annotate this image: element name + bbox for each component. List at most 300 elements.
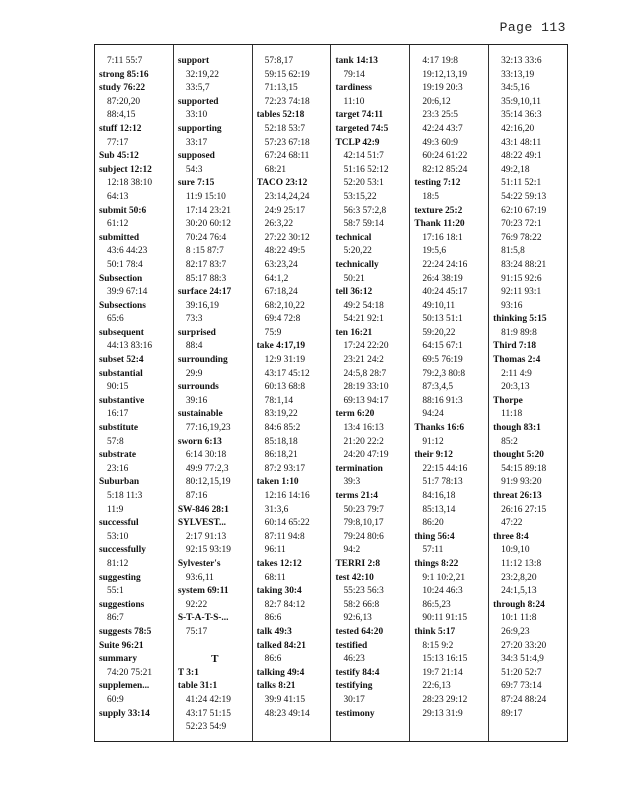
index-entry-reference: 70:24 76:4	[185, 232, 227, 243]
index-entry-reference: 39:9 67:14	[107, 287, 148, 298]
index-entry-term: supported	[177, 96, 219, 107]
index-entry-reference: 56:3 57:2,8	[343, 205, 387, 216]
index-entry-reference: 46:23	[343, 654, 365, 665]
index-entry-term: subsequent	[99, 327, 144, 338]
index-entry-term: targeted 74:5	[335, 123, 389, 134]
index-entry-reference: 54:22 59:13	[501, 191, 547, 202]
index-entry-reference: 42:24 43:7	[422, 123, 463, 134]
index-entry-term: sustainable	[177, 409, 223, 420]
index-entry-reference: 39:16,19	[185, 300, 219, 311]
index-entry-term: subject 12:12	[99, 164, 152, 175]
index-entry-reference: 58:2 66:8	[343, 599, 380, 610]
index-entry-term: surrounding	[177, 355, 228, 366]
index-entry-reference: 87:11 94:8	[264, 531, 305, 542]
index-entry-reference: 69:13 94:17	[343, 395, 389, 406]
index-entry-reference: 6:14 30:18	[185, 450, 227, 461]
index-entry-reference: 51:16 52:12	[343, 164, 389, 175]
index-entry-term: suggesting	[99, 572, 141, 583]
index-entry-reference: 92:6,13	[343, 613, 372, 624]
index-entry-reference: 70:23 72:1	[501, 219, 542, 230]
index-entry-reference: 49:10,11	[422, 300, 456, 311]
index-entry-reference: 2:17 91:13	[185, 531, 227, 542]
index-entry-term: things 8:22	[414, 558, 459, 569]
index-entry-reference: 23:3 25:5	[422, 110, 458, 121]
index-entry-term: talked 84:21	[256, 640, 306, 651]
index-entry-reference: 19:5,6	[422, 246, 447, 257]
index-entry-reference: 54:21 92:1	[343, 314, 384, 325]
index-entry-reference: 60:9	[107, 694, 124, 705]
index-entry-term: surface 24:17	[177, 287, 232, 298]
index-entry-reference: 35:14 36:3	[501, 110, 542, 121]
index-entry-term: Thanks 16:6	[414, 423, 465, 434]
index-entry-term: substantive	[99, 395, 145, 406]
index-entry-term: support	[177, 56, 210, 66]
index-entry-reference: 22:24 24:16	[422, 259, 468, 270]
index-entry-term: successful	[99, 518, 139, 529]
index-entry-reference: 80:12,15,19	[185, 477, 231, 488]
index-entry-term: testing 7:12	[414, 178, 461, 189]
index-entry-reference: 23:14,24,24	[264, 191, 310, 202]
index-entry-reference: 59:20,22	[422, 327, 456, 338]
index-entry-reference: 84:16,18	[422, 491, 456, 501]
index-entry-term: talks 8:21	[256, 681, 296, 692]
index-entry-reference: 49:2,18	[501, 164, 530, 175]
index-entry-reference: 10:24 46:3	[422, 586, 463, 597]
index-entry-reference: 33:10	[185, 110, 208, 121]
index-entry-reference: 87:24 88:24	[501, 694, 547, 705]
index-entry-reference: 19:7 21:14	[422, 667, 463, 678]
index-entry-reference: 94:24	[422, 409, 444, 420]
index-entry-reference: 48:22 49:1	[501, 151, 542, 162]
page-number-header: Page 113	[499, 20, 566, 35]
index-entry-reference: 39:3	[343, 477, 361, 488]
index-entry-reference: 88:4,15	[107, 110, 136, 121]
index-entry-reference: 12:9 31:19	[264, 355, 306, 366]
index-entry-reference: 40:24 45:17	[422, 287, 468, 298]
index-entry-term: successfully	[99, 545, 146, 556]
index-entry-term: testimony	[335, 708, 375, 719]
index-entry-term: tables 52:18	[256, 110, 305, 121]
index-entry-reference: 91:15 92:6	[501, 273, 542, 284]
index-entry-term: supposed	[177, 151, 215, 162]
index-entry-reference: 57:11	[422, 545, 444, 556]
index-entry-term: TERRI 2:8	[335, 558, 381, 569]
index-entry-term: thinking 5:15	[493, 314, 547, 325]
index-entry-reference: 50:23 79:7	[343, 504, 384, 515]
index-entry-reference: 60:24 61:22	[422, 151, 468, 162]
index-entry-reference: 42:14 51:7	[343, 151, 384, 162]
index-entry-term: SYLVEST...	[177, 518, 227, 529]
index-entry-term: Third 7:18	[493, 341, 537, 352]
index-entry-term: Thank 11:20	[414, 219, 465, 230]
index-entry-reference: 55:23 56:3	[343, 586, 384, 597]
index-entry-reference: 91:9 93:20	[501, 477, 542, 488]
index-entry-term: though 83:1	[493, 423, 541, 434]
index-entry-reference: 19:19 20:3	[422, 83, 463, 94]
index-entry-reference: 43:6 44:23	[107, 246, 148, 257]
index-entry-reference: 55:1	[107, 586, 124, 597]
index-entry-term: Sylvester's	[177, 558, 221, 569]
index-entry-reference: 29:9	[185, 368, 203, 379]
index-entry-reference: 58:7 59:14	[343, 219, 384, 230]
index-entry-reference: 48:22 49:5	[264, 246, 306, 257]
index-entry-reference: 23:16	[107, 463, 129, 474]
index-entry-reference: 42:16,20	[501, 123, 535, 134]
index-entry-term: study 76:22	[99, 83, 146, 94]
index-entry-reference: 20:6,12	[422, 96, 451, 107]
word-index-table	[94, 44, 568, 742]
index-entry-reference: 67:24 68:11	[264, 151, 310, 162]
index-entry-reference: 51:7 78:13	[422, 477, 463, 488]
index-entry-reference: 79:8,10,17	[343, 518, 384, 529]
index-entry-reference: 83:19,22	[264, 409, 298, 420]
index-entry-term: takes 12:12	[256, 558, 302, 569]
index-entry-reference: 53:10	[107, 531, 129, 542]
index-column-4	[331, 45, 410, 741]
index-entry-term: Thomas 2:4	[493, 355, 541, 366]
index-entry-reference: 39:16	[185, 395, 208, 406]
index-entry-reference: 91:12	[422, 436, 444, 447]
index-entry-reference: 90:11 91:15	[422, 613, 468, 624]
index-entry-reference: 75:17	[185, 626, 208, 637]
index-entry-reference: 34:5,16	[501, 83, 530, 94]
index-entry-term: Sub 45:12	[99, 151, 139, 162]
index-entry-term: stuff 12:12	[99, 123, 142, 134]
index-entry-reference: 16:17	[107, 409, 129, 420]
index-entry-reference: 4:17 19:8	[422, 56, 458, 66]
index-entry-reference: 64:13	[107, 191, 129, 202]
index-entry-reference: 35:9,10,11	[501, 96, 541, 107]
index-entry-reference: 72:23 74:18	[264, 96, 310, 107]
index-entry-reference: 69:4 72:8	[264, 314, 301, 325]
index-entry-reference: 86:5,23	[422, 599, 451, 610]
section-letter-heading: T	[211, 653, 219, 666]
index-entry-reference: 86:18,21	[264, 450, 298, 461]
index-entry-reference: 30:20 60:12	[185, 219, 231, 230]
index-entry-term: substrate	[99, 450, 136, 461]
index-entry-term: submit 50:6	[99, 205, 147, 216]
index-entry-reference: 94:2	[343, 545, 361, 556]
index-entry-reference: 43:17 51:15	[185, 708, 231, 719]
index-entry-term: talking 49:4	[256, 667, 305, 678]
index-entry-reference: 87:16	[185, 491, 208, 501]
index-entry-reference: 11:9	[107, 504, 124, 515]
index-entry-term: technical	[335, 232, 372, 243]
index-entry-term: through 8:24	[493, 599, 545, 610]
index-entry-reference: 22:6,13	[422, 681, 451, 692]
index-entry-reference: 82:12 85:24	[422, 164, 468, 175]
index-entry-term: Suite 96:21	[99, 640, 144, 651]
index-entry-reference: 23:21 24:2	[343, 355, 384, 366]
index-entry-term: supply 33:14	[99, 708, 150, 719]
index-entry-term: TCLP 42:9	[335, 137, 380, 148]
index-entry-term: testifying	[335, 681, 373, 692]
index-entry-term: ten 16:21	[335, 327, 373, 338]
index-entry-reference: 82:7 84:12	[264, 599, 306, 610]
index-entry-reference: 88:4	[185, 341, 203, 352]
index-entry-term: SW-846 28:1	[177, 504, 229, 515]
index-entry-term: supporting	[177, 123, 222, 134]
index-entry-reference: 85:18,18	[264, 436, 298, 447]
index-entry-term: system 69:11	[177, 586, 229, 597]
index-entry-reference: 15:13 16:15	[422, 654, 468, 665]
index-entry-term: table 31:1	[177, 681, 218, 692]
index-entry-reference: 54:15 89:18	[501, 463, 547, 474]
index-entry-reference: 92:15 93:19	[185, 545, 231, 556]
index-entry-term: testify 84:4	[335, 667, 380, 678]
index-entry-reference: 92:11 93:1	[501, 287, 542, 298]
index-entry-reference: 84:6 85:2	[264, 423, 301, 434]
index-entry-reference: 28:19 33:10	[343, 382, 389, 393]
index-entry-term: Subsection	[99, 273, 143, 284]
index-entry-reference: 88:16 91:3	[422, 395, 463, 406]
index-entry-reference: 18:5	[422, 191, 439, 202]
index-entry-reference: 32:13 33:6	[501, 56, 542, 66]
index-entry-term: think 5:17	[414, 626, 456, 637]
index-entry-reference: 49:2 54:18	[343, 300, 384, 311]
index-entry-reference: 81:5,8	[501, 246, 525, 257]
index-entry-term: S-T-A-T-S-...	[177, 613, 229, 624]
index-entry-reference: 17:16 18:1	[422, 232, 463, 243]
index-entry-term: target 74:11	[335, 110, 384, 121]
index-entry-reference: 24:1,5,13	[501, 586, 537, 597]
index-entry-reference: 79:24 80:6	[343, 531, 384, 542]
index-entry-term: texture 25:2	[414, 205, 463, 216]
index-entry-term: substitute	[99, 423, 139, 434]
index-entry-reference: 20:3,13	[501, 382, 530, 393]
index-entry-reference: 52:20 53:1	[343, 178, 384, 189]
index-entry-reference: 17:14 23:21	[185, 205, 231, 216]
index-entry-term: suggestions	[99, 599, 145, 610]
index-entry-reference: 22:15 44:16	[422, 463, 468, 474]
index-entry-reference: 12:16 14:16	[264, 491, 310, 501]
index-entry-reference: 11:12 13:8	[501, 558, 542, 569]
index-entry-reference: 53:15,22	[343, 191, 377, 202]
index-entry-reference: 43:17 45:12	[264, 368, 310, 379]
index-entry-term: submitted	[99, 232, 140, 243]
index-entry-term: subset 52:4	[99, 355, 144, 366]
index-entry-term: summary	[99, 654, 138, 665]
index-entry-reference: 21:20 22:2	[343, 436, 384, 447]
index-entry-term: tank 14:13	[335, 56, 378, 66]
index-entry-reference: 85:13,14	[422, 504, 456, 515]
index-entry-term: sworn 6:13	[177, 436, 222, 447]
index-entry-reference: 85:2	[501, 436, 518, 447]
index-entry-term: Thorpe	[493, 395, 523, 406]
index-entry-reference: 57:8	[107, 436, 124, 447]
index-column-6	[489, 45, 567, 741]
index-entry-reference: 93:16	[501, 300, 523, 311]
index-entry-reference: 19:12,13,19	[422, 69, 468, 80]
index-entry-reference: 67:18,24	[264, 287, 298, 298]
index-entry-reference: 24:5,8 28:7	[343, 368, 387, 379]
index-entry-reference: 77:16,19,23	[185, 423, 231, 434]
index-entry-term: Subsections	[99, 300, 146, 311]
index-entry-reference: 33:5,7	[185, 83, 210, 94]
index-entry-reference: 48:23 49:14	[264, 708, 310, 719]
index-entry-reference: 13:4 16:13	[343, 423, 384, 434]
index-entry-reference: 86:20	[422, 518, 444, 529]
index-entry-reference: 69:7 73:14	[501, 681, 542, 692]
index-entry-reference: 65:6	[107, 314, 124, 325]
index-entry-reference: 85:17 88:3	[185, 273, 227, 284]
index-entry-reference: 11:18	[501, 409, 523, 420]
index-column-3	[253, 45, 332, 741]
index-entry-reference: 92:22	[185, 599, 208, 610]
index-entry-reference: 77:17	[107, 137, 129, 148]
index-entry-term: three 8:4	[493, 531, 529, 542]
index-entry-reference: 29:13 31:9	[422, 708, 463, 719]
index-entry-reference: 51:11 52:1	[501, 178, 542, 189]
index-entry-reference: 33:13,19	[501, 69, 535, 80]
index-entry-reference: 5:18 11:3	[107, 491, 143, 501]
index-entry-reference: 81:9 89:8	[501, 327, 537, 338]
index-entry-reference: 96:11	[264, 545, 286, 556]
index-entry-reference: 31:3,6	[264, 504, 289, 515]
index-entry-reference: 26:16 27:15	[501, 504, 547, 515]
index-entry-reference: 57:23 67:18	[264, 137, 310, 148]
index-entry-reference: 82:17 83:7	[185, 259, 227, 270]
index-entry-reference: 59:15 62:19	[264, 69, 310, 80]
index-entry-reference: 33:17	[185, 137, 208, 148]
index-entry-reference: 78:1,14	[264, 395, 294, 406]
index-entry-reference: 27:20 33:20	[501, 640, 547, 651]
index-entry-term: take 4:17,19	[256, 341, 306, 352]
index-entry-reference: 11:9 15:10	[185, 191, 226, 202]
index-entry-term: sure 7:15	[177, 178, 215, 189]
index-entry-term: tardiness	[335, 83, 372, 94]
index-entry-reference: 32:19,22	[185, 69, 219, 80]
index-entry-reference: 63:23,24	[264, 259, 298, 270]
index-entry-reference: 79:2,3 80:8	[422, 368, 466, 379]
index-entry-reference: 57:8,17	[264, 56, 294, 66]
index-entry-reference: 2:11 4:9	[501, 368, 532, 379]
index-entry-term: substantial	[99, 368, 143, 379]
index-entry-reference: 50:1 78:4	[107, 259, 143, 270]
index-entry-reference: 90:15	[107, 382, 129, 393]
index-entry-term: Suburban	[99, 477, 140, 488]
index-entry-reference: 54:3	[185, 164, 203, 175]
index-entry-reference: 50:21	[343, 273, 365, 284]
index-entry-reference: 8:15 9:2	[422, 640, 454, 651]
index-entry-term: termination	[335, 463, 383, 474]
index-entry-reference: 52:23 54:9	[185, 722, 227, 733]
index-entry-reference: 76:9 78:22	[501, 232, 542, 243]
index-entry-reference: 69:5 76:19	[422, 355, 463, 366]
index-entry-reference: 34:3 51:4,9	[501, 654, 544, 665]
index-entry-term: thing 56:4	[414, 531, 455, 542]
index-entry-reference: 24:20 47:19	[343, 450, 389, 461]
index-entry-term: testified	[335, 640, 368, 651]
index-entry-reference: 24:9 25:17	[264, 205, 306, 216]
index-entry-reference: 71:13,15	[264, 83, 298, 94]
index-entry-reference: 73:3	[185, 314, 203, 325]
index-entry-reference: 86:7	[107, 613, 124, 624]
index-entry-reference: 75:9	[264, 327, 282, 338]
index-entry-reference: 86:6	[264, 654, 282, 665]
index-entry-reference: 5:20,22	[343, 246, 372, 257]
index-entry-term: threat 26:13	[493, 491, 542, 501]
index-entry-reference: 11:10	[343, 96, 365, 107]
index-entry-reference: 17:24 22:20	[343, 341, 389, 352]
index-entry-reference: 41:24 42:19	[185, 694, 231, 705]
index-entry-reference: 12:18 38:10	[107, 178, 153, 189]
index-entry-reference: 61:12	[107, 219, 129, 230]
spacer	[178, 640, 252, 654]
index-entry-reference: 86:6	[264, 613, 282, 624]
index-entry-term: tell 36:12	[335, 287, 373, 298]
index-entry-reference: 93:6,11	[185, 572, 214, 583]
index-entry-term: talk 49:3	[256, 626, 292, 637]
index-entry-reference: 52:18 53:7	[264, 123, 306, 134]
index-entry-reference: 60:13 68:8	[264, 382, 306, 393]
index-entry-term: terms 21:4	[335, 491, 378, 501]
index-column-2	[174, 45, 253, 741]
index-entry-reference: 81:12	[107, 558, 129, 569]
index-entry-term: technically	[335, 259, 379, 270]
index-entry-reference: 7:11 55:7	[107, 56, 143, 66]
index-entry-term: strong 85:16	[99, 69, 149, 80]
index-entry-reference: 64:1,2	[264, 273, 289, 284]
index-entry-reference: 10:1 11:8	[501, 613, 537, 624]
index-entry-reference: 79:14	[343, 69, 365, 80]
index-entry-reference: 10:9,10	[501, 545, 530, 556]
index-entry-term: taking 30:4	[256, 586, 302, 597]
index-entry-term: suggests 78:5	[99, 626, 152, 637]
index-entry-reference: 43:1 48:11	[501, 137, 542, 148]
index-entry-reference: 49:3 60:9	[422, 137, 458, 148]
index-entry-reference: 87:2 93:17	[264, 463, 306, 474]
index-entry-reference: 83:24 88:21	[501, 259, 547, 270]
index-entry-term: their 9:12	[414, 450, 453, 461]
index-entry-term: surprised	[177, 327, 216, 338]
index-entry-reference: 26:4 38:19	[422, 273, 463, 284]
index-entry-reference: 51:20 52:7	[501, 667, 542, 678]
index-entry-reference: 9:1 10:2,21	[422, 572, 466, 583]
index-entry-reference: 8 :15 87:7	[185, 246, 224, 257]
index-entry-reference: 27:22 30:12	[264, 232, 310, 243]
index-entry-reference: 87:3,4,5	[422, 382, 454, 393]
index-entry-term: taken 1:10	[256, 477, 299, 488]
index-entry-term: test 42:10	[335, 572, 374, 583]
index-entry-reference: 44:13 83:16	[107, 341, 153, 352]
index-entry-reference: 74:20 75:21	[107, 667, 153, 678]
index-entry-reference: 23:2,8,20	[501, 572, 537, 583]
index-entry-term: surrounds	[177, 382, 219, 393]
index-entry-reference: 49:9 77:2,3	[185, 463, 229, 474]
index-entry-reference: 89:17	[501, 708, 523, 719]
index-entry-reference: 68:11	[264, 572, 286, 583]
index-entry-term: TACO 23:12	[256, 178, 308, 189]
index-entry-reference: 68:21	[264, 164, 287, 175]
index-entry-term: term 6:20	[335, 409, 375, 420]
index-entry-term: supplemen...	[99, 681, 150, 692]
index-entry-reference: 39:9 41:15	[264, 694, 306, 705]
index-entry-reference: 30:17	[343, 694, 365, 705]
index-entry-reference: 26:9,23	[501, 626, 530, 637]
index-column-5	[410, 45, 489, 741]
index-entry-reference: 64:15 67:1	[422, 341, 463, 352]
index-entry-reference: 47:22	[501, 518, 523, 529]
index-entry-term: T 3:1	[177, 667, 199, 678]
index-column-1	[95, 45, 174, 741]
index-entry-reference: 28:23 29:12	[422, 694, 468, 705]
index-entry-reference: 26:3,22	[264, 219, 294, 230]
index-entry-reference: 50:13 51:1	[422, 314, 463, 325]
index-entry-reference: 68:2,10,22	[264, 300, 305, 311]
index-entry-term: thought 5:20	[493, 450, 544, 461]
index-entry-reference: 62:10 67:19	[501, 205, 547, 216]
